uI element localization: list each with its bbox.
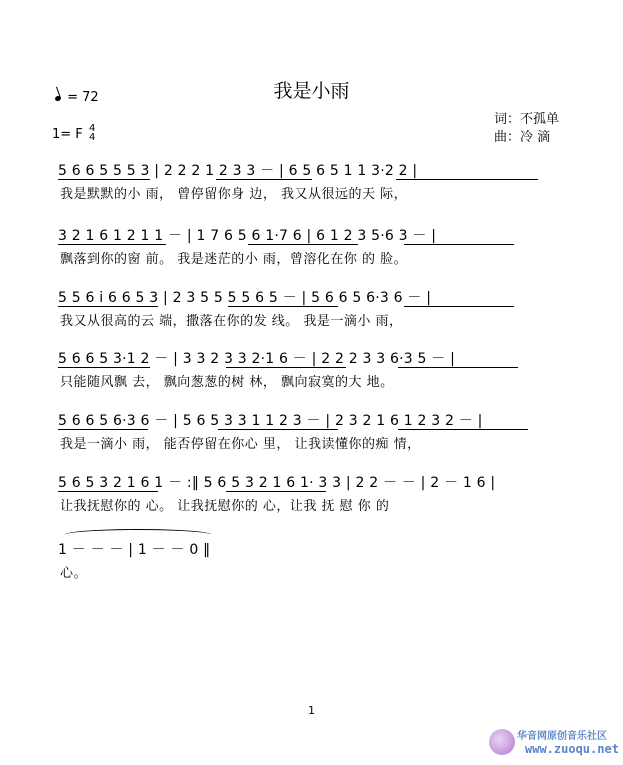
meter-top: 4: [89, 123, 96, 134]
lyric-line: 飘落到你的窗 前。 我是迷茫的小 雨，曾溶化在你 的 脸。: [60, 252, 408, 267]
lyric-line: 心。: [60, 566, 88, 581]
logo-emblem-icon: [489, 729, 515, 755]
lyric-line: 我是默默的小 雨， 曾停留你身 边， 我又从很远的天 际，: [60, 187, 408, 202]
key-signature: 1= F: [52, 127, 83, 142]
logo-url: www.zuoqu.net: [525, 742, 619, 756]
site-logo: [487, 725, 617, 759]
quarter-note-icon: [54, 95, 61, 102]
meter-bottom: 4: [89, 132, 96, 143]
composer: 曲：冷 滴: [494, 130, 551, 145]
notation-line: 5 5 6 i 6 6 5 3 | 2 3 5 5 5 5 6 5 － | 5 6 6 5 6·3 6 － |: [58, 290, 432, 306]
time-signature: [89, 124, 95, 142]
page-number: 1: [308, 704, 315, 717]
notation-line: 5 6 5 3 2 1 6 1 － :‖ 5 6 5 3 2 1 6 1· 3 3 | 2 2 － － | 2 － 1 6 |: [58, 475, 496, 491]
notation-line: 3 2 1 6 1 2 1 1 － | 1 7 6 5 6 1·7 6 | 6 1 2 3 5·6 3 － |: [58, 228, 437, 244]
lyric-line: 我又从很高的云 端，撒落在你的发 线。 我是一滴小 雨，: [60, 314, 403, 329]
credits: [494, 111, 559, 147]
lyric-line: 只能随风飘 去， 飘向葱葱的树 林， 飘向寂寞的大 地。: [60, 375, 394, 390]
logo-name: 华音网原创音乐社区: [517, 731, 607, 742]
notation-line: 5 6 6 5 3·1 2 － | 3 3 2 3 3 2·1 6 － | 2 2 2 3 3 6·3 5 － |: [58, 351, 456, 367]
song-title: 我是小雨: [273, 80, 350, 102]
lyric-line: 我是一滴小 雨， 能否停留在你心 里， 让我读懂你的痴 情，: [60, 437, 421, 452]
tempo-marking: [55, 90, 99, 105]
tempo-value: = 72: [67, 90, 99, 105]
notation-line: 5 6 6 5 5 5 3 | 2 2 2 1 2 3 3 － | 6 5 6 5 1 1 3·2 2 |: [58, 163, 418, 179]
lyricist: 词：不孤单: [494, 112, 560, 127]
lyric-line: 让我抚慰你的 心。 让我抚慰你的 心，让我 抚 慰 你 的: [60, 499, 390, 514]
notation-line: 5 6 6 5 6·3 6 － | 5 6 5 3 3 1 1 2 3 － | 2 3 2 1 6 1 2 3 2 － |: [58, 413, 483, 429]
notation-line: 1 － － － | 1 － － 0 ‖: [58, 542, 211, 558]
